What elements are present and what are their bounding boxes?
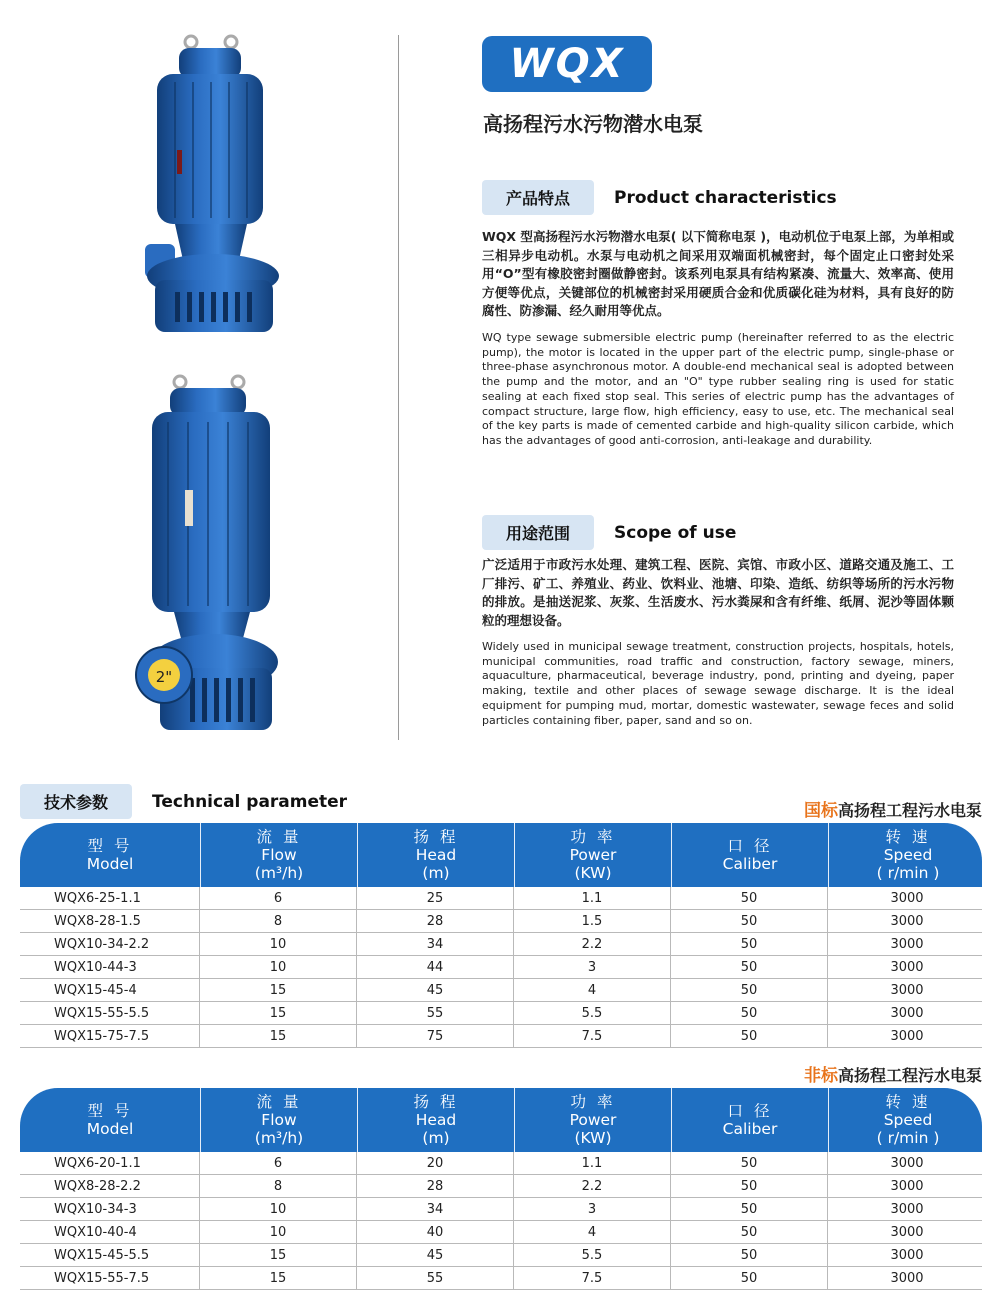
- cell-flow: 15: [200, 1244, 357, 1266]
- cell-caliber: 50: [671, 933, 828, 955]
- cell-flow: 15: [200, 1267, 357, 1289]
- table-row: [20, 910, 982, 933]
- cell-speed: 3000: [890, 1155, 924, 1171]
- cell-flow: 8: [200, 1175, 357, 1197]
- table-row: [20, 979, 982, 1002]
- cell-model: WQX10-34-2.2: [20, 933, 200, 955]
- table-row: [20, 887, 982, 910]
- cell-head: 45: [357, 1244, 514, 1266]
- table-row: [20, 1198, 982, 1221]
- cell-model: WQX15-55-5.5: [20, 1002, 200, 1024]
- header-model: 型 号 Model: [20, 1088, 201, 1152]
- cell-caliber: 50: [671, 1244, 828, 1266]
- cell-caliber: 50: [671, 910, 828, 932]
- cell-head: 28: [357, 1175, 514, 1197]
- wqx-logo: WQX: [482, 36, 652, 92]
- table-row: [20, 956, 982, 979]
- cell-flow: 10: [200, 956, 357, 978]
- pump-outlet-size-label: 2": [155, 668, 173, 686]
- cell-caliber: 50: [671, 1221, 828, 1243]
- cell-caliber: 50: [671, 1198, 828, 1220]
- cell-head: 28: [357, 910, 514, 932]
- table-row: [20, 1267, 982, 1290]
- cell-speed: 3000: [890, 1178, 924, 1194]
- scope-text-en: Widely used in municipal sewage treatment, construction projects, hospitals, hotels, municipal communities, road traffic and construction, factory sewage, miners, aquaculture, pharmaceutical, beverage industry, pond, printing and dyeing, paper making, textile and other places of sewage sewage discharge. It is the ideal equipment for pumping mud, mortar, domestic wastewater, sewage feces and solid particles containing fiber, paper, sand and so on.: [482, 640, 954, 727]
- cell-power: 1.5: [514, 910, 671, 932]
- spec-table-standard: [20, 823, 982, 1048]
- spec-table-nonstandard: [20, 1088, 982, 1290]
- table1-title: [804, 796, 982, 821]
- cell-flow: 15: [200, 1025, 357, 1047]
- cell-power: 3: [514, 1198, 671, 1220]
- cell-model: WQX10-44-3: [20, 956, 200, 978]
- cell-speed: 3000: [890, 982, 924, 998]
- cell-speed: 3000: [890, 890, 924, 906]
- cell-caliber: 50: [671, 1267, 828, 1289]
- cell-head: 55: [357, 1267, 514, 1289]
- cell-power: 7.5: [514, 1267, 671, 1289]
- table-row: [20, 1025, 982, 1048]
- cell-head: 45: [357, 979, 514, 1001]
- cell-power: 1.1: [514, 1152, 671, 1174]
- cell-speed: 3000: [890, 913, 924, 929]
- characteristics-label-en: Product characteristics: [614, 187, 837, 208]
- technical-heading: [20, 784, 347, 819]
- table2-title: [804, 1061, 982, 1086]
- header-flow: 流 量 Flow (m³/h): [201, 1088, 358, 1152]
- cell-model: WQX6-20-1.1: [20, 1152, 200, 1174]
- cell-caliber: 50: [671, 1175, 828, 1197]
- cell-power: 5.5: [514, 1002, 671, 1024]
- header-speed: 转 速 Speed ( r/min ): [876, 828, 940, 882]
- characteristics-text-cn: WQX 型高扬程污水污物潜水电泵( 以下简称电泵 )，电动机位于电泵上部，为单相或三相异步电动机。水泵与电动机之间采用双端面机械密封，每个固定止口密封处采用“O”型有橡胶密封圈做静密封。该系列电泵具有结构紧凑、流量大、效率高、使用方便等优点，关键部位的机械密封采用硬质合金和优质碳化硅为材料，具有良好的防腐性、防渗漏、经久耐用等优点。: [482, 229, 954, 318]
- cell-flow: 6: [200, 1152, 357, 1174]
- cell-power: 5.5: [514, 1244, 671, 1266]
- scope-label-cn: 用途范围: [482, 515, 594, 550]
- table-row: [20, 1244, 982, 1267]
- header-model: 型 号 Model: [20, 823, 201, 887]
- header-flow: 流 量 Flow (m³/h): [201, 823, 358, 887]
- table-body: [20, 1152, 982, 1290]
- scope-heading: [482, 515, 736, 550]
- cell-head: 55: [357, 1002, 514, 1024]
- technical-label-en: Technical parameter: [152, 791, 348, 812]
- cell-model: WQX10-40-4: [20, 1221, 200, 1243]
- cell-head: 25: [357, 887, 514, 909]
- table-row: [20, 1002, 982, 1025]
- header-power: 功 率 Power (KW): [515, 823, 672, 887]
- cell-speed: 3000: [890, 959, 924, 975]
- cell-speed: 3000: [890, 1247, 924, 1263]
- cell-speed: 3000: [890, 1224, 924, 1240]
- table-row: [20, 933, 982, 956]
- header-speed: 转 速 Speed ( r/min ): [876, 1093, 940, 1147]
- table1-title-highlight: 国标: [803, 801, 838, 821]
- cell-power: 4: [514, 1221, 671, 1243]
- header-power: 功 率 Power (KW): [515, 1088, 672, 1152]
- cell-model: WQX15-55-7.5: [20, 1267, 200, 1289]
- table-header: [20, 1088, 982, 1152]
- header-head: 扬 程 Head (m): [358, 1088, 515, 1152]
- pump-image-top: [135, 30, 285, 350]
- cell-model: WQX10-34-3: [20, 1198, 200, 1220]
- cell-speed: 3000: [890, 1201, 924, 1217]
- cell-model: WQX8-28-1.5: [20, 910, 200, 932]
- cell-power: 3: [514, 956, 671, 978]
- vertical-divider: [398, 35, 399, 740]
- cell-flow: 6: [200, 887, 357, 909]
- cell-power: 2.2: [514, 1175, 671, 1197]
- table-row: [20, 1221, 982, 1244]
- cell-head: 34: [357, 933, 514, 955]
- characteristics-label-cn: 产品特点: [482, 180, 594, 215]
- table2-title-highlight: 非标: [803, 1066, 838, 1086]
- cell-flow: 8: [200, 910, 357, 932]
- cell-head: 34: [357, 1198, 514, 1220]
- table-row: [20, 1152, 982, 1175]
- header-caliber: 口 径 Caliber: [672, 1088, 829, 1152]
- cell-head: 40: [357, 1221, 514, 1243]
- characteristics-heading: [482, 180, 837, 215]
- table-row: [20, 1175, 982, 1198]
- cell-model: WQX8-28-2.2: [20, 1175, 200, 1197]
- cell-caliber: 50: [671, 1025, 828, 1047]
- cell-model: WQX15-45-5.5: [20, 1244, 200, 1266]
- cell-caliber: 50: [671, 887, 828, 909]
- cell-power: 2.2: [514, 933, 671, 955]
- cell-caliber: 50: [671, 1002, 828, 1024]
- cell-model: WQX15-75-7.5: [20, 1025, 200, 1047]
- cell-head: 44: [357, 956, 514, 978]
- cell-caliber: 50: [671, 956, 828, 978]
- table2-title-text: 高扬程工程污水电泵: [837, 1066, 982, 1085]
- cell-model: WQX15-45-4: [20, 979, 200, 1001]
- scope-text-cn: 广泛适用于市政污水处理、建筑工程、医院、宾馆、市政小区、道路交通及施工、工厂排污、矿工、养殖业、药业、饮料业、池塘、印染、造纸、纺织等场所的污水污物的排放。是抽送泥浆、灰浆、生活废水、污水粪屎和含有纤维、纸屑、泥沙等固体颗粒的理想设备。: [482, 557, 954, 628]
- cell-flow: 15: [200, 1002, 357, 1024]
- header-caliber: 口 径 Caliber: [672, 823, 829, 887]
- cell-model: WQX6-25-1.1: [20, 887, 200, 909]
- table-header: [20, 823, 982, 887]
- cell-head: 20: [357, 1152, 514, 1174]
- cell-flow: 10: [200, 933, 357, 955]
- cell-speed: 3000: [890, 1028, 924, 1044]
- scope-label-en: Scope of use: [614, 522, 737, 543]
- cell-caliber: 50: [671, 979, 828, 1001]
- cell-power: 4: [514, 979, 671, 1001]
- header-head: 扬 程 Head (m): [358, 823, 515, 887]
- cell-flow: 10: [200, 1221, 357, 1243]
- product-subtitle: 高扬程污水污物潜水电泵: [483, 112, 703, 136]
- cell-flow: 10: [200, 1198, 357, 1220]
- pump-image-bottom: [130, 370, 280, 740]
- technical-label-cn: 技术参数: [20, 784, 132, 819]
- cell-flow: 15: [200, 979, 357, 1001]
- cell-power: 7.5: [514, 1025, 671, 1047]
- cell-head: 75: [357, 1025, 514, 1047]
- table1-title-text: 高扬程工程污水电泵: [837, 801, 982, 820]
- characteristics-text-en: WQ type sewage submersible electric pump (hereinafter referred to as the electric pump), the motor is located in the upper part of the electric pump, single-phase or three-phase asynchronous motor. A double-end mechanical seal is adopted between the pump and the motor, and an "O" type rubber sealing ring is used for static sealing at each fixed stop seal. This series of electric pump has the advantages of compact structure, large flow, high efficiency, easy to use, etc. The mechanical seal of the key parts is made of cemented carbide and high-quality silicon carbide, which has the advantages of good anti-corrosion, anti-leakage and durability.: [482, 331, 954, 447]
- table-body: [20, 887, 982, 1048]
- cell-power: 1.1: [514, 887, 671, 909]
- cell-caliber: 50: [671, 1152, 828, 1174]
- cell-speed: 3000: [890, 1270, 924, 1286]
- cell-speed: 3000: [890, 1005, 924, 1021]
- cell-speed: 3000: [890, 936, 924, 952]
